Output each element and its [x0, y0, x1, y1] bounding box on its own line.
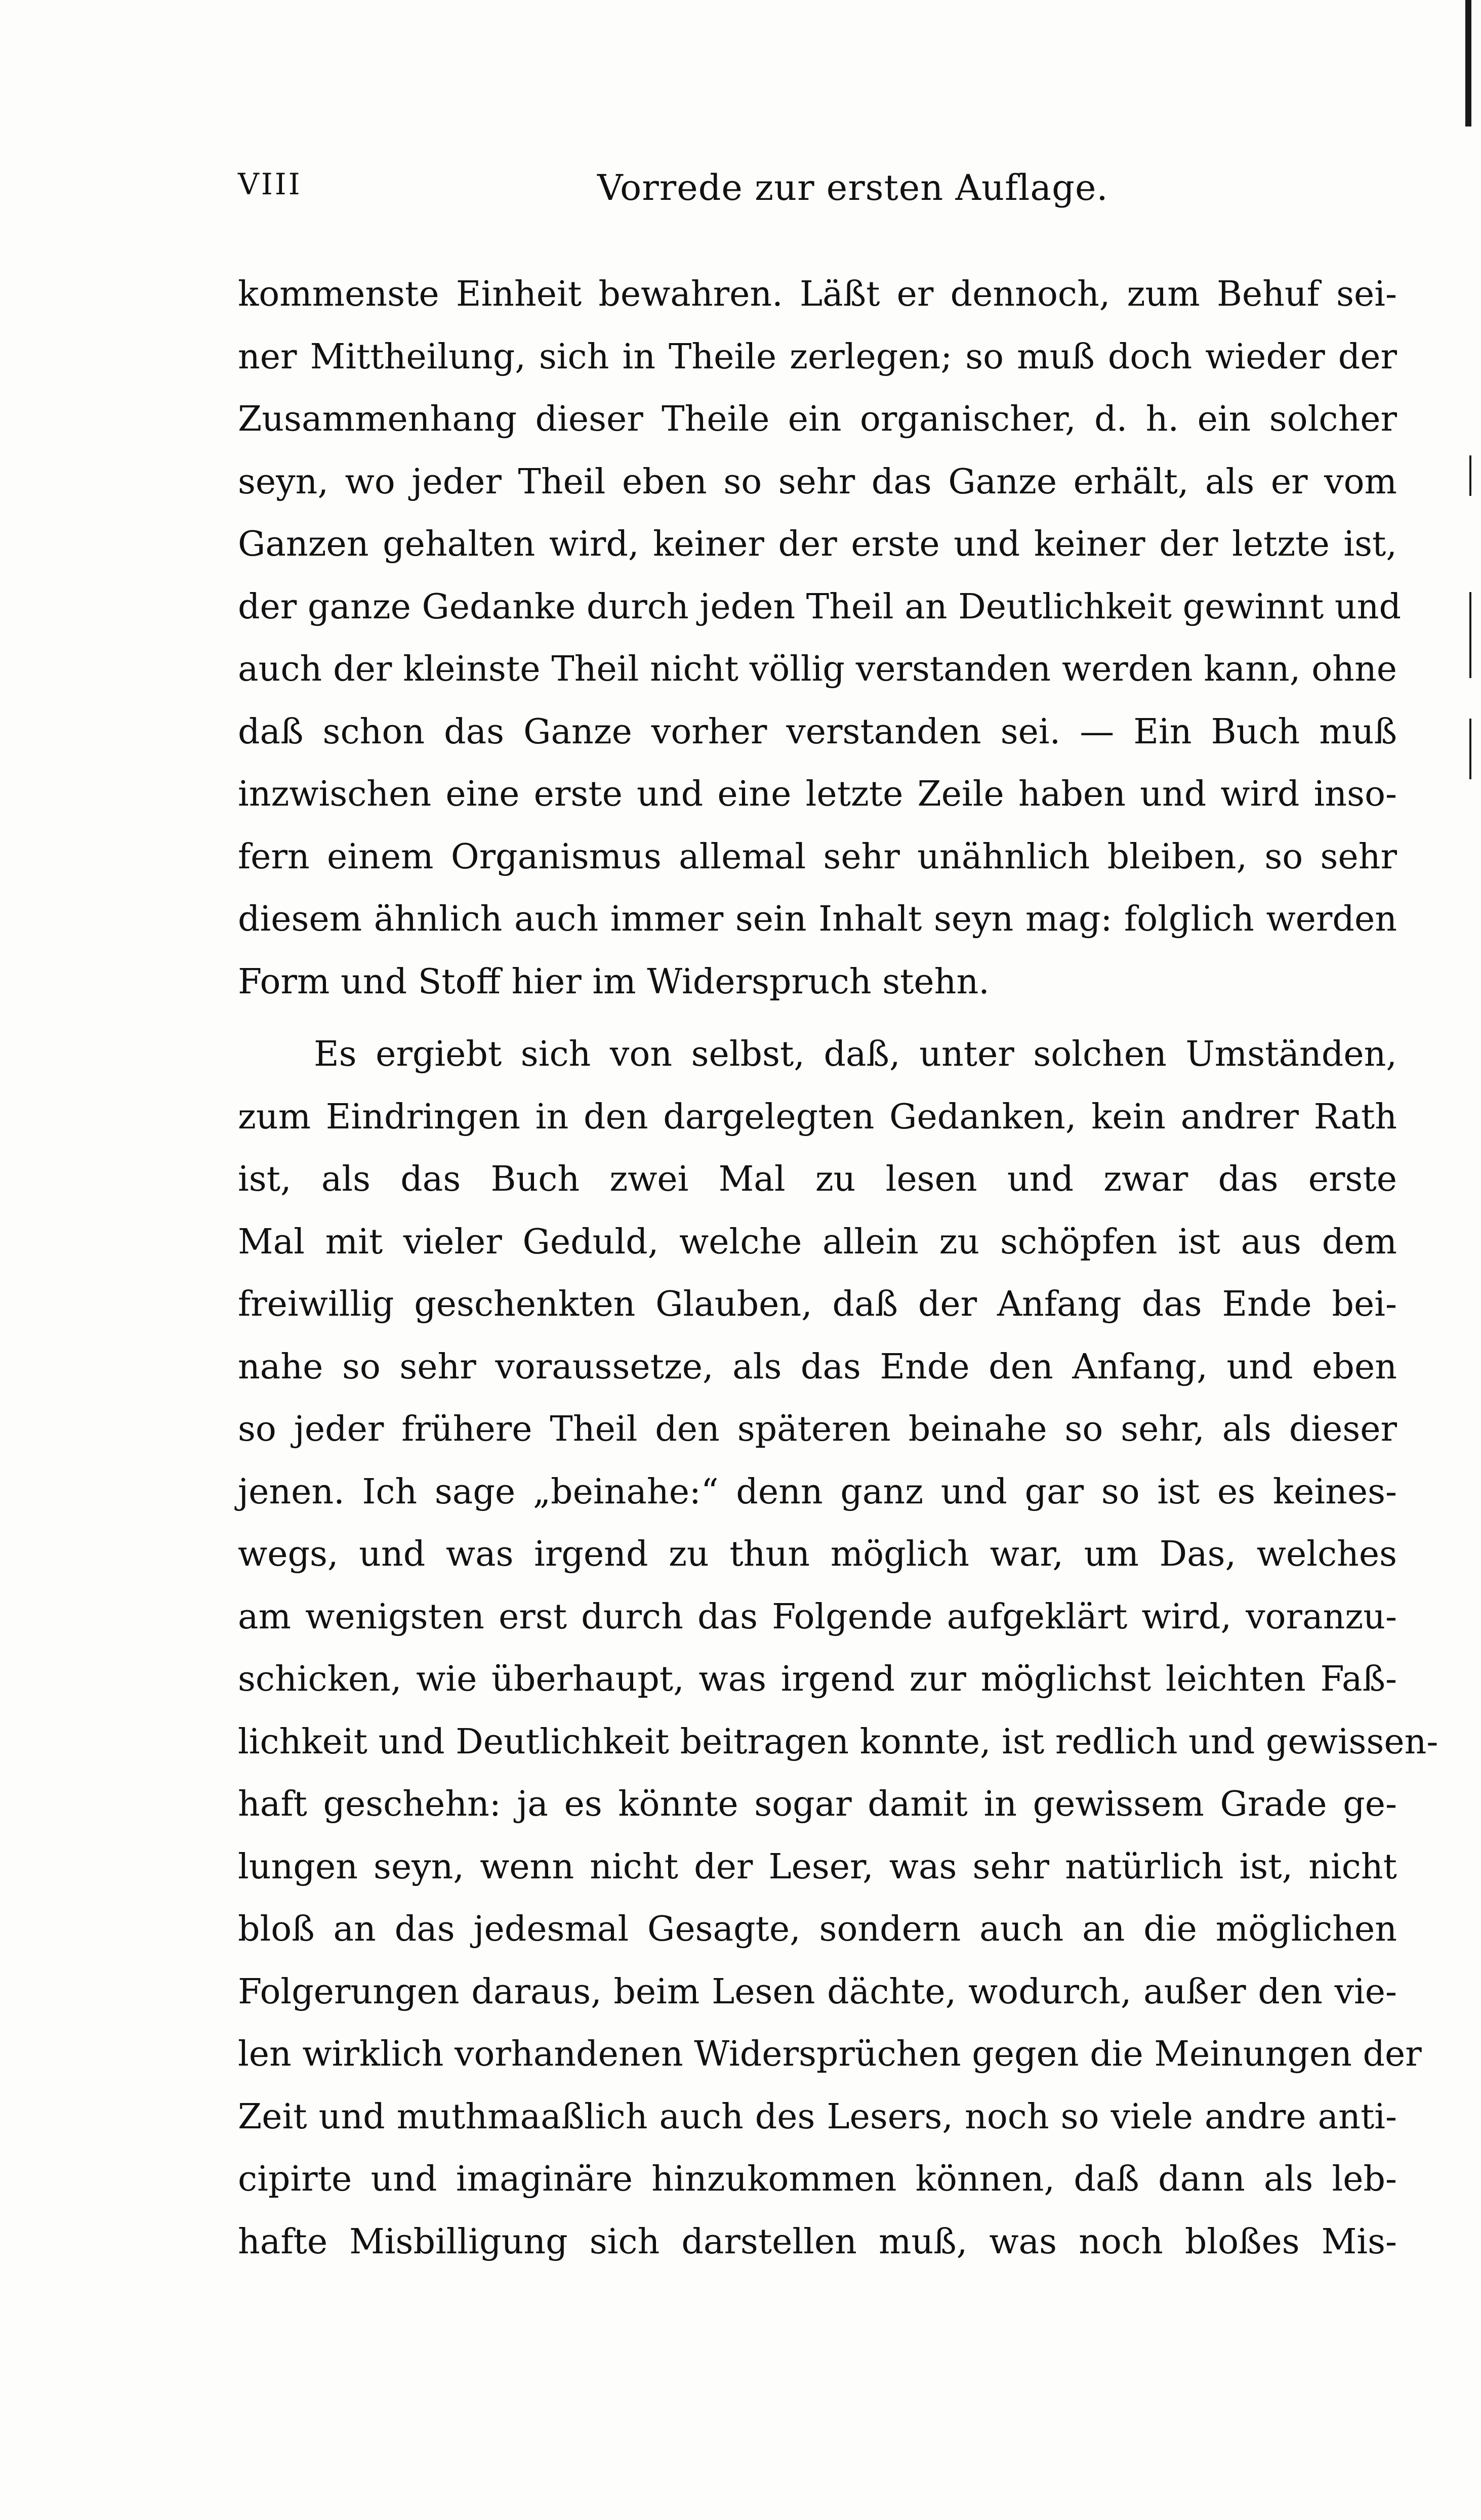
- page-header: [238, 167, 1402, 228]
- text-line: diesem ähnlich auch immer sein Inhalt seyn mag: folglich werden: [238, 899, 1397, 939]
- scan-edge-mark: [1469, 719, 1471, 779]
- text-line: inzwischen eine erste und eine letzte Zeile haben und wird inso-: [238, 774, 1397, 814]
- text-line: Folgerungen daraus, beim Lesen dächte, wodurch, außer den vie-: [238, 1971, 1397, 2012]
- text-line: Es ergiebt sich von selbst, daß, unter solchen Umständen,: [314, 1034, 1397, 1074]
- body-text: [238, 263, 1438, 2273]
- text-line: freiwillig geschenkten Glauben, daß der Anfang das Ende bei-: [238, 1284, 1397, 1324]
- text-line: hafte Misbilligung sich darstellen muß, was noch bloßes Mis-: [238, 2221, 1397, 2262]
- paragraph: [238, 263, 1401, 1013]
- text-line: lichkeit und Deutlichkeit beitragen konnte, ist redlich und gewissen-: [238, 1721, 1438, 1762]
- text-line: zum Eindringen in den dargelegten Gedanken, kein andrer Rath: [238, 1097, 1397, 1137]
- text-line: Zeit und muthmaaßlich auch des Lesers, noch so viele andre anti-: [238, 2096, 1397, 2137]
- text-line: am wenigsten erst durch das Folgende aufgeklärt wird, voranzu-: [238, 1597, 1397, 1637]
- text-line: fern einem Organismus allemal sehr unähnlich bleiben, so sehr: [238, 836, 1397, 877]
- text-line: lungen seyn, wenn nicht der Leser, was sehr natürlich ist, nicht: [238, 1846, 1397, 1887]
- text-line: ist, als das Buch zwei Mal zu lesen und zwar das erste: [238, 1159, 1397, 1199]
- text-line: haft geschehn: ja es könnte sogar damit in gewissem Grade ge-: [238, 1784, 1397, 1824]
- paragraph-gap: [238, 1013, 1397, 1023]
- scan-edge-mark: [1469, 455, 1471, 496]
- text-line: wegs, und was irgend zu thun möglich war, um Das, welches: [238, 1534, 1397, 1574]
- text-line: jenen. Ich sage „beinahe:“ denn ganz und gar so ist es keines-: [238, 1472, 1397, 1512]
- text-line: kommenste Einheit bewahren. Läßt er dennoch, zum Behuf sei-: [238, 274, 1397, 314]
- text-line: ner Mittheilung, sich in Theile zerlegen; so muß doch wieder der: [238, 337, 1397, 377]
- text-line: auch der kleinste Theil nicht völlig verstanden werden kann, ohne: [238, 649, 1397, 689]
- scan-edge-mark: [1465, 0, 1471, 127]
- text-line: Mal mit vieler Geduld, welche allein zu schöpfen ist aus dem: [238, 1222, 1397, 1262]
- text-line: Form und Stoff hier im Widerspruch stehn.: [238, 961, 990, 1002]
- text-line: len wirklich vorhandenen Widersprüchen gegen die Meinungen der: [238, 2034, 1422, 2074]
- running-head: Vorrede zur ersten Auflage.: [597, 167, 1108, 208]
- page-number: VIII: [238, 167, 302, 201]
- text-line: cipirte und imaginäre hinzukommen können, daß dann als leb-: [238, 2159, 1397, 2199]
- paragraph: [238, 1023, 1438, 2273]
- text-line: daß schon das Ganze vorher verstanden sei. — Ein Buch muß: [238, 711, 1397, 752]
- scan-edge-mark: [1469, 592, 1471, 678]
- text-line: seyn, wo jeder Theil eben so sehr das Ganze erhält, als er vom: [238, 461, 1397, 502]
- text-line: der ganze Gedanke durch jeden Theil an Deutlichkeit gewinnt und: [238, 586, 1401, 627]
- text-line: nahe so sehr voraussetze, als das Ende den Anfang, und eben: [238, 1347, 1397, 1387]
- text-line: Zusammenhang dieser Theile ein organischer, d. h. ein solcher: [238, 399, 1397, 439]
- text-line: so jeder frühere Theil den späteren beinahe so sehr, als dieser: [238, 1409, 1397, 1449]
- text-line: bloß an das jedesmal Gesagte, sondern auch an die möglichen: [238, 1909, 1397, 1949]
- text-line: Ganzen gehalten wird, keiner der erste und keiner der letzte ist,: [238, 524, 1397, 564]
- text-line: schicken, wie überhaupt, was irgend zur möglichst leichten Faß-: [238, 1659, 1397, 1699]
